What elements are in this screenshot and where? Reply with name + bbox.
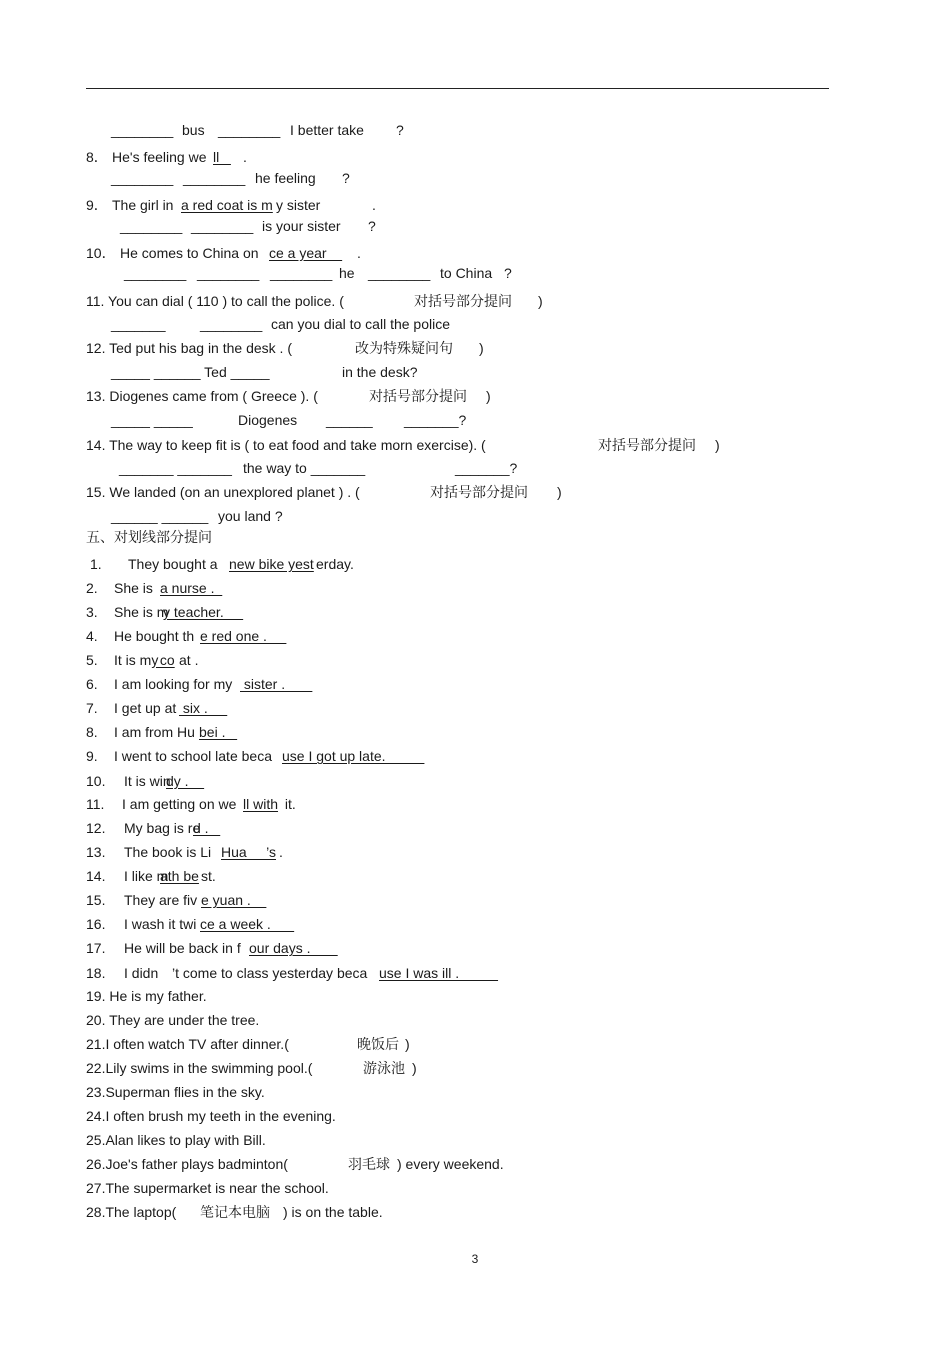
line-text: y sister — [276, 197, 321, 213]
line-text: 10. — [86, 773, 106, 789]
underlined-text: our days . — [249, 940, 338, 956]
line-text: ________ — [200, 316, 263, 332]
line-text: 18. — [86, 965, 106, 981]
line-text: 9. — [86, 748, 98, 764]
line-text: 19. He is my father. — [86, 988, 207, 1004]
page-number: 3 — [471, 1252, 479, 1266]
line-text: st. — [201, 868, 216, 884]
line-text: They bought a — [128, 556, 222, 572]
line-text: _______? — [404, 412, 467, 428]
line-text: at . — [179, 652, 199, 668]
line-text: She is — [114, 580, 157, 596]
line-text: ________ — [197, 265, 260, 281]
line-text: ) is on the table. — [283, 1204, 383, 1220]
line-text: 11. You can dial ( 110 ) to call the police. ( — [86, 293, 344, 309]
line-text: 8. — [86, 724, 98, 740]
line-text: the way to _______ — [243, 460, 366, 476]
line-text: He will be back in f — [124, 940, 241, 956]
line-text: 10． — [86, 245, 116, 261]
line-text: I am looking for my — [114, 676, 233, 692]
line-text: 22.Lily swims in the swimming pool.( — [86, 1060, 313, 1076]
line-text: He bought th — [114, 628, 195, 644]
line-text: ________ — [183, 170, 246, 186]
line-text: I am getting on we — [122, 796, 237, 812]
line-text: he feeling — [255, 170, 316, 186]
line-text: The girl in — [112, 197, 178, 213]
line-text: ________ — [120, 218, 183, 234]
underlined-text: y teacher. — [163, 604, 244, 620]
line-text: ) — [479, 340, 484, 356]
line-text: 26.Joe's father plays badminton( — [86, 1156, 288, 1172]
underlined-text: Hua ’s — [221, 844, 276, 860]
line-text: _______ _______ — [119, 460, 232, 476]
line-text: 11. — [86, 796, 105, 812]
line-text: can you dial to call the police — [271, 316, 450, 332]
line-text: 15. — [86, 892, 106, 908]
line-text: erday. — [316, 556, 354, 572]
underlined-text: d . — [193, 820, 221, 836]
underlined-text: e red one . — [200, 628, 287, 644]
line-text: They are fiv — [124, 892, 198, 908]
line-text: I like m — [124, 868, 169, 884]
line-text: . — [279, 844, 283, 860]
line-text: ’t come to class yesterday beca — [172, 965, 368, 981]
line-text: is your sister — [262, 218, 341, 234]
underlined-text: bei . — [199, 724, 238, 740]
line-text: 17. — [86, 940, 106, 956]
line-text: you land ? — [218, 508, 283, 524]
line-text: I wash it twi — [124, 916, 197, 932]
line-text: _______ — [111, 316, 166, 332]
underlined-text: ll with — [243, 796, 279, 812]
underlined-text: ll — [213, 149, 231, 165]
line-text: It is win — [124, 773, 171, 789]
line-text: in the desk? — [342, 364, 418, 380]
line-text: 对括号部分提问 — [598, 437, 696, 453]
line-text: ________ — [368, 265, 431, 281]
line-text: Diogenes — [238, 412, 298, 428]
line-text: 改为特殊疑问句 — [355, 340, 453, 356]
line-text: ) — [557, 484, 562, 500]
line-text: 对括号部分提问 — [430, 484, 528, 500]
line-text: 游泳池 — [363, 1060, 405, 1076]
line-text: 晚饭后 — [357, 1036, 399, 1052]
underlined-text: new bike yest — [229, 556, 314, 572]
line-text: ______ ______ — [111, 508, 209, 524]
line-text: _____ _____ — [111, 412, 193, 428]
line-text: 23.Superman flies in the sky. — [86, 1084, 265, 1100]
line-text: ________ — [191, 218, 254, 234]
line-text: ? — [342, 170, 350, 186]
line-text: 4. — [86, 628, 98, 644]
line-text: ________ — [218, 122, 281, 138]
underlined-text: a nurse . — [160, 580, 223, 596]
underlined-text: e yuan . — [201, 892, 267, 908]
line-text: 羽毛球 — [348, 1156, 390, 1172]
line-text: ________ — [270, 265, 333, 281]
line-text: 28.The laptop( — [86, 1204, 177, 1220]
underlined-text: use I was ill . — [379, 965, 499, 981]
line-text: She is m — [114, 604, 169, 620]
underlined-text: ce a week . — [200, 916, 295, 932]
line-text: 12. — [86, 820, 106, 836]
line-text: He's feeling we — [112, 149, 207, 165]
line-text: ________ — [124, 265, 187, 281]
line-text: it. — [281, 796, 296, 812]
line-text: My bag is re — [124, 820, 201, 836]
line-text: ? — [368, 218, 376, 234]
line-text: 对括号部分提问 — [414, 293, 512, 309]
line-text: 14. — [86, 868, 106, 884]
line-text: . — [357, 245, 361, 261]
line-text: 13. Diogenes came from ( Greece ). ( — [86, 388, 318, 404]
line-text: ? — [504, 265, 512, 281]
line-text: _____ ______ Ted _____ — [111, 364, 270, 380]
line-text: ) — [715, 437, 720, 453]
line-text: 12. Ted put his bag in the desk . ( — [86, 340, 292, 356]
underlined-text: co — [156, 652, 175, 668]
line-text: I didn — [124, 965, 159, 981]
line-text: I went to school late beca — [114, 748, 272, 764]
line-text: 对括号部分提问 — [369, 388, 467, 404]
line-text: bus — [182, 122, 205, 138]
line-text: He comes to China on — [120, 245, 259, 261]
line-text: to China — [440, 265, 493, 281]
line-text: ) — [412, 1060, 417, 1076]
line-text: ) — [486, 388, 491, 404]
line-text: 8． — [86, 149, 108, 165]
underlined-text: dy . — [166, 773, 205, 789]
line-text: It is my — [114, 652, 159, 668]
header-rule — [86, 88, 829, 89]
line-text: ) — [405, 1036, 410, 1052]
line-text: ) every weekend. — [397, 1156, 504, 1172]
line-text: 21.I often watch TV after dinner.( — [86, 1036, 289, 1052]
line-text: 15. We landed (on an unexplored planet ) . ( — [86, 484, 360, 500]
line-text: ) — [538, 293, 543, 309]
line-text: 20. They are under the tree. — [86, 1012, 260, 1028]
line-text: 14. The way to keep fit is ( to eat food and take morn exercise). ( — [86, 437, 486, 453]
line-text: . — [372, 197, 376, 213]
line-text: I get up at — [114, 700, 177, 716]
line-text: 2. — [86, 580, 98, 596]
line-text: . — [243, 149, 247, 165]
line-text: 7. — [86, 700, 98, 716]
line-text: _______? — [455, 460, 518, 476]
line-text: ________ — [111, 122, 174, 138]
line-text: 6. — [86, 676, 98, 692]
line-text: 3. — [86, 604, 98, 620]
line-text: I better take — [290, 122, 364, 138]
underlined-text: ath be — [160, 868, 199, 884]
line-text: 27.The supermarket is near the school. — [86, 1180, 329, 1196]
line-text: I am from Hu — [114, 724, 195, 740]
line-text: ______ — [326, 412, 373, 428]
line-text: 24.I often brush my teeth in the evening. — [86, 1108, 336, 1124]
line-text: 1. — [90, 556, 102, 572]
line-text: 5. — [86, 652, 98, 668]
line-text: 笔记本电脑 — [200, 1204, 270, 1220]
line-text: 16. — [86, 916, 106, 932]
line-text: 25.Alan likes to play with Bill. — [86, 1132, 266, 1148]
underlined-text: ce a year — [269, 245, 343, 261]
underlined-text: use I got up late. — [282, 748, 425, 764]
line-text: he — [339, 265, 355, 281]
line-text: The book is Li — [124, 844, 216, 860]
underlined-text: a red coat is m — [181, 197, 273, 213]
underlined-text: six . — [179, 700, 228, 716]
line-text: 9． — [86, 197, 108, 213]
line-text: ________ — [111, 170, 174, 186]
line-text: 13. — [86, 844, 106, 860]
underlined-text: sister . — [240, 676, 313, 692]
line-text: 五、对划线部分提问 — [86, 529, 212, 545]
line-text: ? — [396, 122, 404, 138]
